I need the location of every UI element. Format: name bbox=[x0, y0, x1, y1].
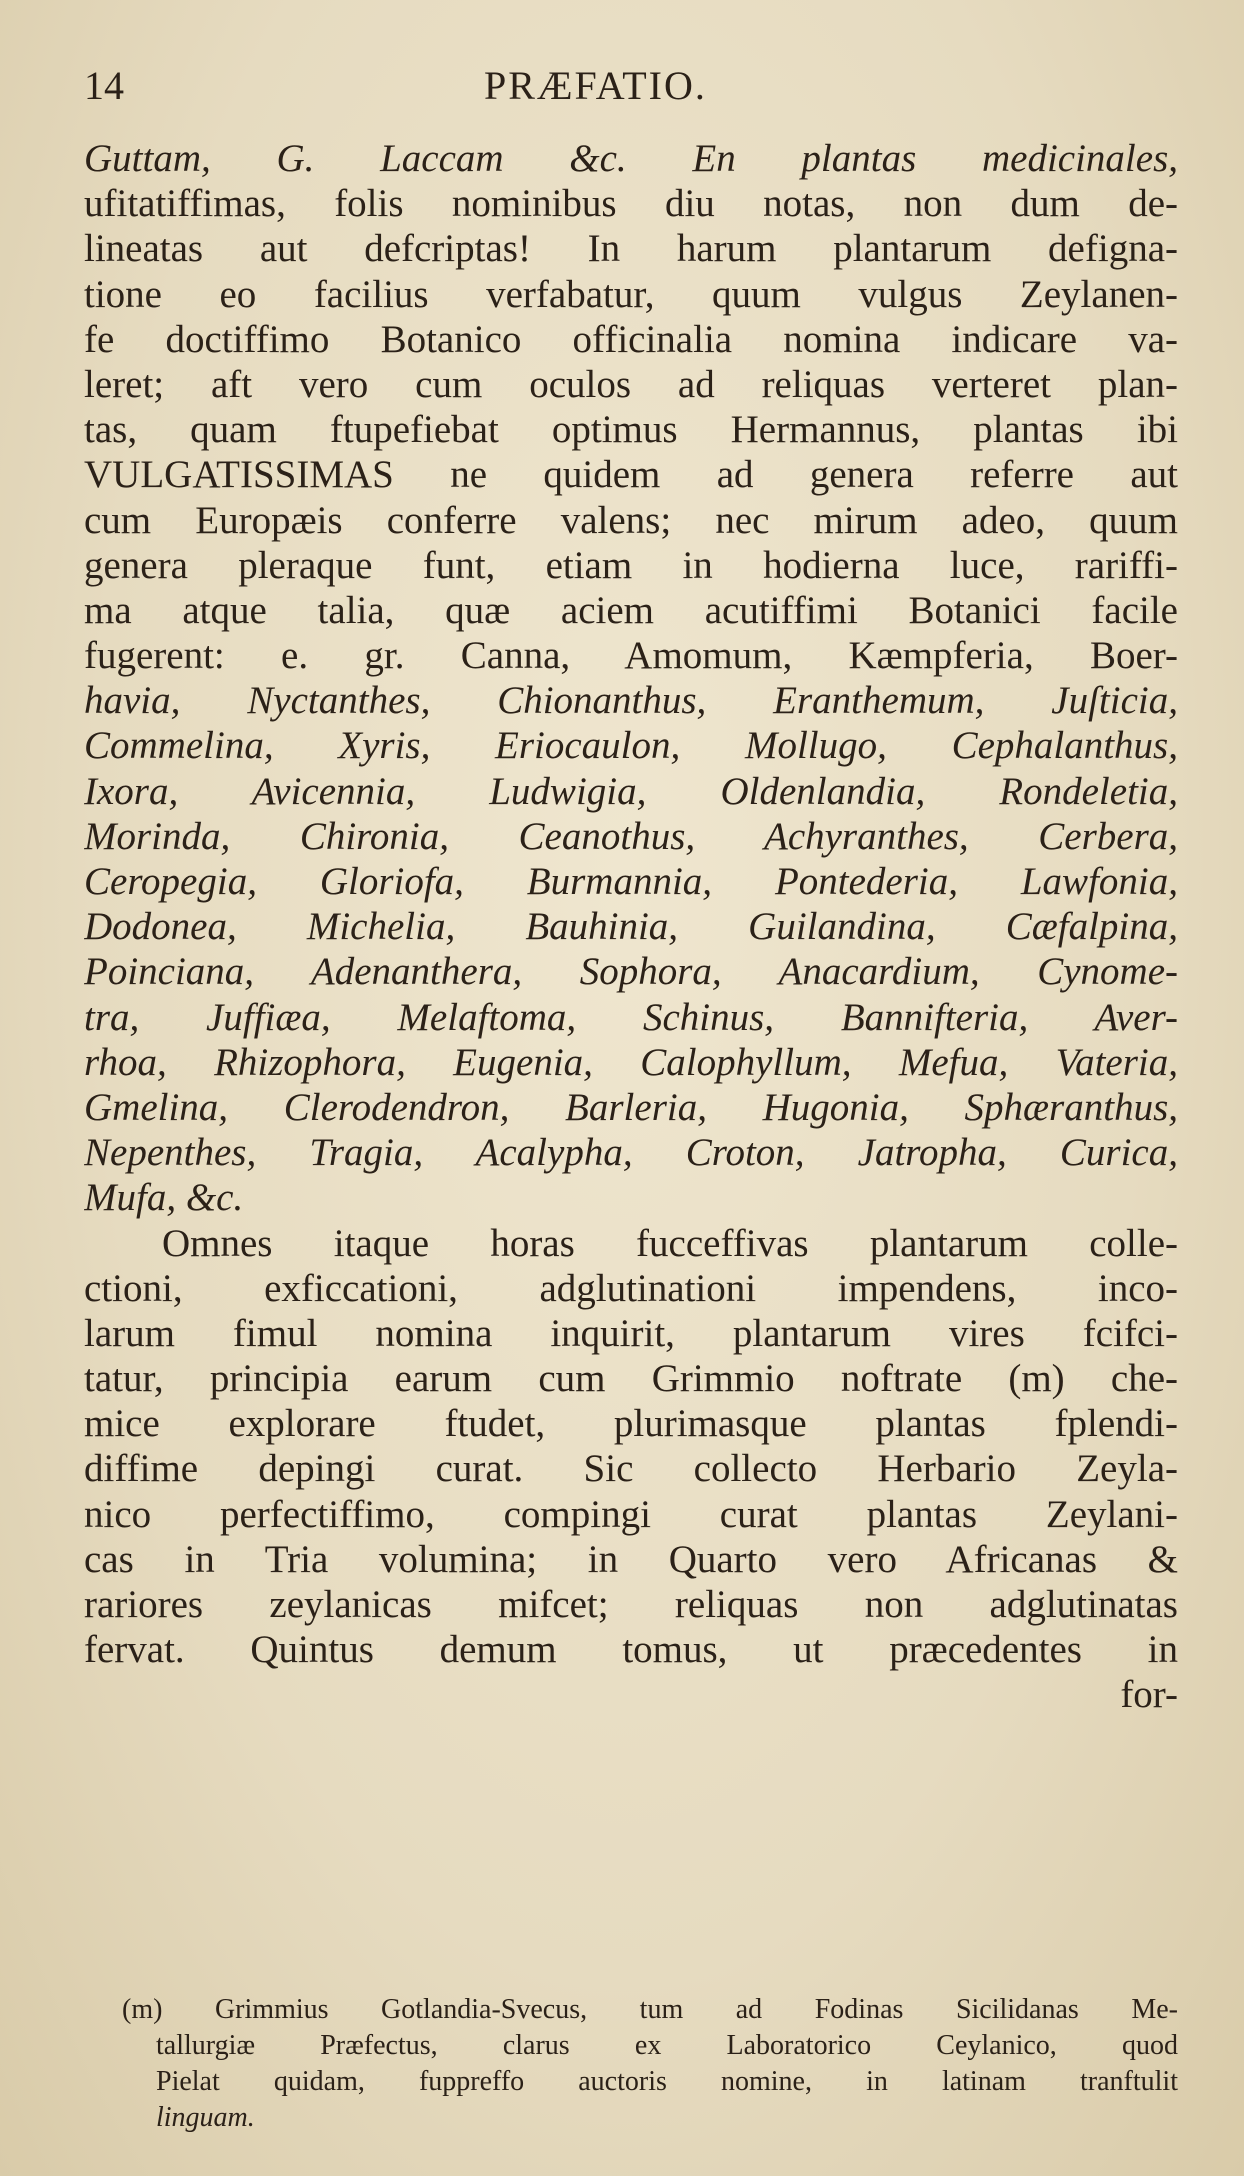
body-line: fervat. Quintus demum tomus, ut præcedentes in bbox=[84, 1628, 1178, 1672]
body-line: Ixora, Avicennia, Ludwigia, Oldenlandia, Rondeletia, bbox=[84, 769, 1178, 813]
body-line: mice explorare ftudet, plurimasque plantas fplendi- bbox=[84, 1402, 1178, 1446]
footnote-line: linguam. bbox=[156, 2102, 255, 2133]
body-line: fe doctiffimo Botanico officinalia nomina indicare va- bbox=[84, 317, 1178, 361]
body-line: fugerent: e. gr. Canna, Amomum, Kæmpferia, Boer- bbox=[84, 634, 1178, 678]
body-line: lineatas aut defcriptas! In harum plantarum defigna- bbox=[84, 227, 1178, 271]
body-line: leret; aft vero cum oculos ad reliquas verteret plan- bbox=[84, 362, 1178, 406]
running-title: PRÆFATIO. bbox=[484, 63, 707, 108]
body-line: Commelina, Xyris, Eriocaulon, Mollugo, Cephalanthus, bbox=[84, 724, 1178, 768]
body-line: cas in Tria volumina; in Quarto vero Africanas & bbox=[84, 1537, 1178, 1581]
body-line: larum fimul nomina inquirit, plantarum vires fcifci- bbox=[84, 1311, 1178, 1355]
body-line: tra, Juffiæa, Melaftoma, Schinus, Bannifteria, Aver- bbox=[84, 995, 1178, 1039]
body-line: Dodonea, Michelia, Bauhinia, Guilandina, Cæfalpina, bbox=[84, 905, 1178, 949]
body-line: tione eo facilius verfabatur, quum vulgus Zeylanen- bbox=[84, 272, 1178, 316]
body-line: rhoa, Rhizophora, Eugenia, Calophyllum, Mefua, Vateria, bbox=[84, 1040, 1178, 1084]
body-line: rariores zeylanicas mifcet; reliquas non adglutinatas bbox=[84, 1583, 1178, 1626]
footnote-line: tallurgiæ Præfectus, clarus ex Laboratorico Ceylanico, quod bbox=[156, 2030, 1178, 2061]
body-line: genera pleraque funt, etiam in hodierna luce, rariffi- bbox=[84, 543, 1178, 587]
body-line: Ceropegia, Gloriofa, Burmannia, Pontederia, Lawfonia, bbox=[84, 860, 1178, 903]
body-line: Guttam, G. Laccam &c. En plantas medicinales, bbox=[84, 137, 1178, 180]
body-line: tatur, principia earum cum Grimmio noftrate (m) che- bbox=[84, 1357, 1178, 1401]
body-line: Nepenthes, Tragia, Acalypha, Croton, Jatropha, Curica, bbox=[84, 1131, 1178, 1175]
body-line: Gmelina, Clerodendron, Barleria, Hugonia, Sphæranthus, bbox=[84, 1085, 1178, 1129]
footnote-line: (m) Grimmius Gotlandia-Svecus, tum ad Fodinas Sicilidanas Me- bbox=[122, 1994, 1178, 2025]
page-header bbox=[84, 62, 1178, 112]
body-line: Mufa, &c. bbox=[84, 1176, 244, 1220]
catchword: for- bbox=[1120, 1673, 1178, 1717]
body-line: VULGATISSIMAS ne quidem ad genera referre aut bbox=[84, 453, 1178, 497]
body-line: diffime depingi curat. Sic collecto Herbario Zeyla- bbox=[84, 1447, 1178, 1491]
body-line: Poinciana, Adenanthera, Sophora, Anacardium, Cynome- bbox=[84, 950, 1178, 994]
body-text bbox=[84, 136, 1178, 1718]
footnote bbox=[122, 1992, 1178, 2136]
body-line: ufitatiffimas, folis nominibus diu notas, non dum de- bbox=[84, 182, 1178, 226]
body-line: ctioni, exficcationi, adglutinationi impendens, inco- bbox=[84, 1266, 1178, 1310]
body-line: cum Europæis conferre valens; nec mirum adeo, quum bbox=[84, 498, 1178, 542]
footnote-line: Pielat quidam, fuppreffo auctoris nomine, in latinam tranftulit bbox=[156, 2066, 1178, 2097]
body-line: havia, Nyctanthes, Chionanthus, Eranthemum, Juſticia, bbox=[84, 679, 1178, 723]
page-number: 14 bbox=[84, 63, 124, 108]
body-line: tas, quam ftupefiebat optimus Hermannus, plantas ibi bbox=[84, 408, 1178, 452]
body-line: Omnes itaque horas fucceffivas plantarum colle- bbox=[162, 1221, 1178, 1265]
body-line: nico perfectiffimo, compingi curat plantas Zeylani- bbox=[84, 1492, 1178, 1536]
body-line: ma atque talia, quæ aciem acutiffimi Botanici facile bbox=[84, 588, 1178, 632]
body-line: Morinda, Chironia, Ceanothus, Achyranthes, Cerbera, bbox=[84, 814, 1178, 858]
